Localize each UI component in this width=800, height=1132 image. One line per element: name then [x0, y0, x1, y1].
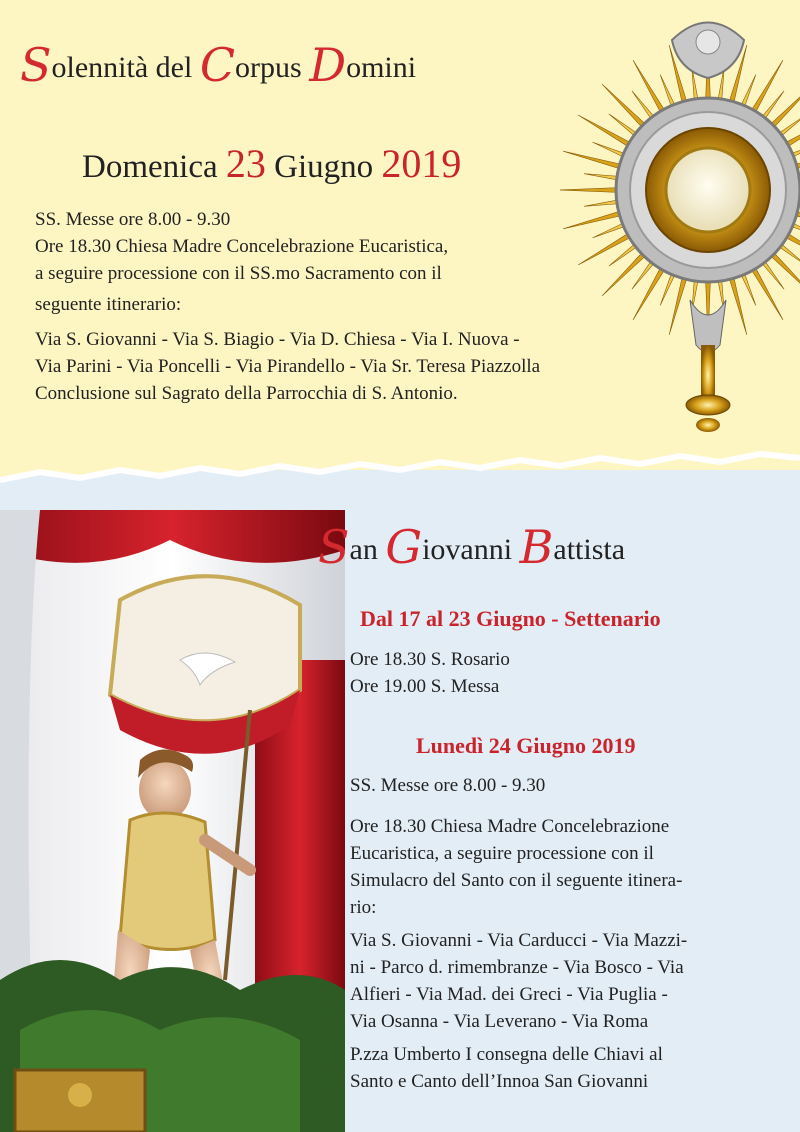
title-word-giovanni: iovanni [422, 533, 513, 566]
title-word-corpus: orpus [235, 51, 302, 84]
title-word-solennita: olennità del [51, 51, 193, 84]
corpus-line: SS. Messe ore 8.00 - 9.30 [35, 209, 231, 230]
date-year: 2019 [381, 141, 462, 186]
corpus-line: a seguire processione con il SS.mo Sacramento con il [35, 263, 442, 284]
lunedi-closing-line: P.zza Umberto I consegna delle Chiavi al [350, 1044, 663, 1065]
title-initial-b: B [519, 520, 554, 574]
settenario-heading: Dal 17 al 23 Giugno - Settenario [360, 606, 661, 631]
lunedi-route-line: Via S. Giovanni - Via Carducci - Via Mazzi- [350, 930, 688, 951]
title-word-domini: omini [346, 51, 417, 84]
corpus-route-line: Conclusione sul Sagrato della Parrocchia di S. Antonio. [35, 383, 458, 404]
corpus-domini-title [20, 38, 416, 92]
san-giovanni-title [318, 520, 625, 574]
lunedi-description [350, 813, 687, 921]
title-word-battista: attista [553, 533, 626, 566]
lunedi-desc-line: Simulacro del Santo con il seguente itinera- [350, 870, 683, 891]
settenario-program [350, 646, 510, 700]
san-giovanni-statue-photo [0, 510, 345, 1132]
title-initial-d: D [309, 38, 347, 92]
title-initial-c: C [199, 38, 236, 92]
lunedi-desc-line: Ore 18.30 Chiesa Madre Concelebrazione [350, 816, 670, 837]
date-day-name: Domenica [82, 149, 218, 185]
lunedi-heading: Lunedì 24 Giugno 2019 [416, 733, 636, 758]
title-initial-s: S [318, 520, 350, 574]
lunedi-route-line: Via Osanna - Via Leverano - Via Roma [350, 1011, 649, 1032]
monstrance-image [560, 0, 800, 440]
title-initial-s: S [20, 38, 52, 92]
lunedi-desc-line: Eucaristica, a seguire processione con il [350, 843, 654, 864]
title-word-san: an [349, 533, 378, 566]
corpus-date [82, 140, 461, 187]
settenario-line: Ore 18.30 S. Rosario [350, 649, 510, 670]
corpus-route-line: Via S. Giovanni - Via S. Biagio - Via D. Chiesa - Via I. Nuova - [35, 329, 520, 350]
title-initial-g: G [385, 520, 423, 574]
corpus-program [35, 206, 540, 407]
date-month: Giugno [274, 149, 374, 185]
lunedi-route-line: ni - Parco d. rimembranze - Via Bosco - Via [350, 957, 684, 978]
date-day-number: 23 [225, 141, 266, 186]
lunedi-closing-line: Santo e Canto dell’Innoa San Giovanni [350, 1071, 649, 1092]
lunedi-desc-line: rio: [350, 897, 377, 918]
lunedi-program [350, 772, 687, 1103]
lunedi-route-line: Alfieri - Via Mad. dei Greci - Via Puglia - [350, 984, 668, 1005]
lunedi-messe: SS. Messe ore 8.00 - 9.30 [350, 775, 546, 796]
corpus-line: Ore 18.30 Chiesa Madre Concelebrazione Eucaristica, [35, 236, 449, 257]
settenario-line: Ore 19.00 S. Messa [350, 676, 500, 697]
corpus-line: seguente itinerario: [35, 294, 182, 315]
lunedi-closing [350, 1041, 687, 1095]
lunedi-route [350, 927, 687, 1035]
corpus-route-line: Via Parini - Via Poncelli - Via Pirandello - Via Sr. Teresa Piazzolla [35, 356, 541, 377]
